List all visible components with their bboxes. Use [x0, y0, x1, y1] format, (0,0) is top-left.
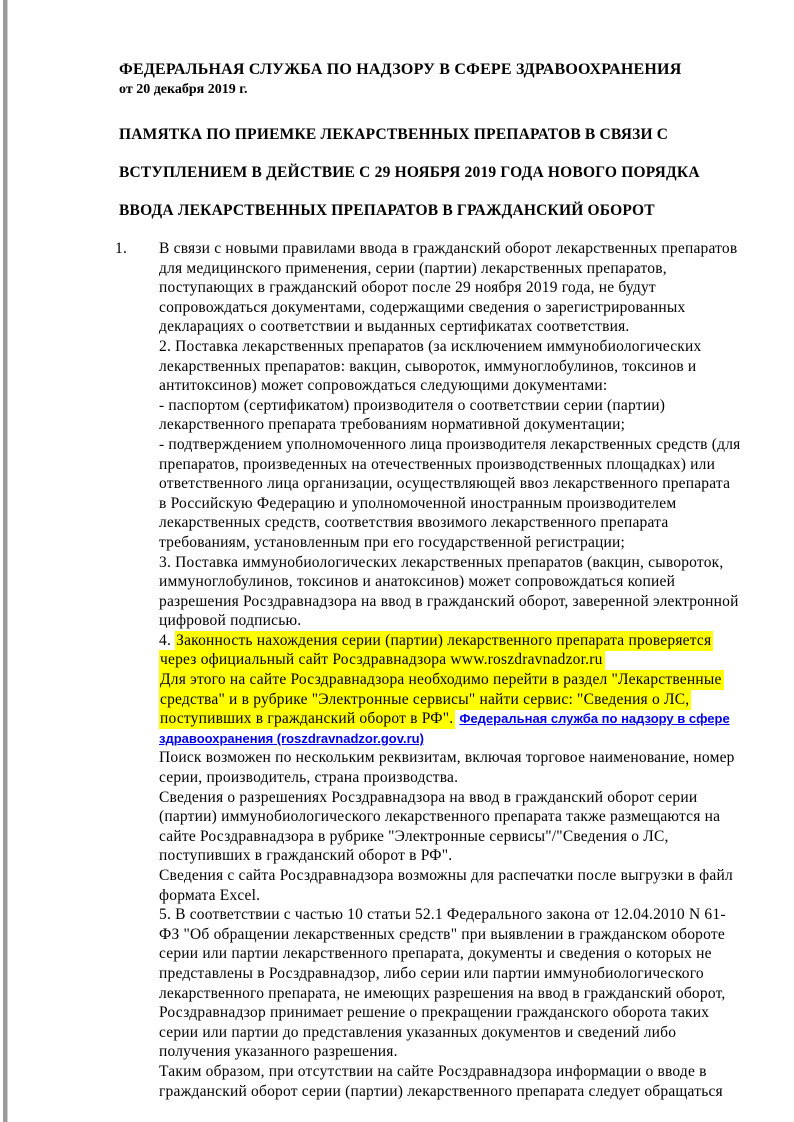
paragraph-registry: Сведения о разрешениях Росздравнадзора на ввод в гражданский оборот серии (партии) иммунобиологического лекарственного препарата также размещаются на сайте Росздравнадзора в рубрике "Электронные сервисы"/"Сведения о ЛС, поступивших в гражданский оборот в РФ".	[159, 788, 721, 865]
dash-item-1: - паспортом (сертификатом) производителя о соответствии серии (партии) лекарственного препарата требованиям нормативной документации;	[159, 396, 666, 434]
dash-item-2: - подтверждением уполномоченного лица производителя лекарственных средств (для препаратов, произведенных на отечественных производственных площадках) или ответственного лица организации, осуществляющей ввоз лекарственного препарата в Российскую Федерацию и уполномоченной иностранным производителем лекарственных средств, соответствия ввозимого лекарственного препарата требованиям, установленным при его государственной регистрации;	[159, 435, 741, 551]
memo-title-line-2: ВСТУПЛЕНИЕМ В ДЕЙСТВИЕ С 29 НОЯБРЯ 2019 ГОДА НОВОГО ПОРЯДКА	[119, 164, 700, 181]
memo-title-line-3: ВВОДА ЛЕКАРСТВЕННЫХ ПРЕПАРАТОВ В ГРАЖДАНСКИЙ ОБОРОТ	[119, 202, 655, 219]
paragraph-search: Поиск возможен по нескольким реквизитам, включая торговое наименование, номер серии, производитель, страна производства.	[159, 749, 735, 787]
memo-title	[119, 125, 743, 220]
list-item-1-marker: 1.	[115, 240, 128, 257]
instructions-highlight: Для этого на сайте Росздравнадзора необходимо перейти в раздел "Лекарственные средства" и в рубрике "Электронные сервисы" найти сервис: "Сведения о ЛС, поступивших в гражданский оборот в РФ".	[160, 671, 722, 728]
paragraph-2: 2. Поставка лекарственных препаратов (за исключением иммунобиологических лекарственных препаратов: вакцин, сывороток, иммуноглобулинов, токсинов и антитоксинов) может сопровождаться следующими документами:	[159, 337, 702, 395]
paragraph-4-number: 4.	[159, 631, 172, 649]
list-item-1	[115, 239, 741, 337]
paragraph-3: 3. Поставка иммунобиологических лекарственных препаратов (вакцин, сывороток, иммуноглобулинов, токсинов и анатоксинов) может сопровождаться копией разрешения Росздравнадзора на ввод в гражданский оборот, заверенной электронной цифровой подписью.	[159, 553, 739, 630]
paragraph-final: Таким образом, при отсутствии на сайте Росздравнадзора информации о вводе в гражданский оборот серии (партии) лекарственного препарата следует обращаться	[159, 1062, 723, 1100]
paragraph-4-intro	[159, 631, 741, 670]
memo-title-line-1: ПАМЯТКА ПО ПРИЕМКЕ ЛЕКАРСТВЕННЫХ ПРЕПАРАТОВ В СВЯЗИ С	[119, 126, 669, 143]
document-date: от 20 декабря 2019 г.	[119, 82, 248, 97]
roszdravnadzor-link[interactable]: Федеральная служба по надзору в сфере здравоохранения (roszdravnadzor.gov.ru)	[159, 711, 730, 746]
document-content	[115, 60, 743, 1101]
legality-highlight: Законность нахождения серии (партии) лекарственного препарата проверяется через официальный сайт Росздравнадзора www.roszdravnadzor.ru	[160, 631, 712, 669]
list-item-1-text: В связи с новыми правилами ввода в гражданский оборот лекарственных препаратов для медицинского применения, серии (партии) лекарственных препаратов, поступающих в гражданский оборот после 29 ноября 2019 года, не будут сопровождаться документами, содержащими сведения о зарегистрированных декларациях о соответствии и выданных сертификатах соответствия.	[159, 240, 738, 336]
paragraph-excel: Сведения с сайта Росздравнадзора возможны для распечатки после выгрузки в файл формата Excel.	[159, 867, 733, 904]
page-edge-line	[3, 0, 8, 1122]
paragraph-4-instructions	[159, 670, 741, 748]
agency-name: ФЕДЕРАЛЬНАЯ СЛУЖБА ПО НАДЗОРУ В СФЕРЕ ЗДРАВООХРАНЕНИЯ	[119, 61, 682, 78]
paragraph-5: 5. В соответствии с частью 10 статьи 52.1 Федерального закона от 12.04.2010 N 61-ФЗ "Об обращении лекарственных средств" при выявлении в гражданском обороте серии или партии лекарственного препарата, документы и сведения о которых не представлены в Росздравнадзор, либо серии или партии иммунобиологического лекарственного препарата, не имеющих разрешения на ввод в гражданский оборот, Росздравнадзор принимает решение о прекращении гражданского оборота таких серии или партии до представления указанных документов и сведений либо получения указанного разрешения.	[159, 906, 726, 1061]
memo-body	[115, 239, 743, 1101]
